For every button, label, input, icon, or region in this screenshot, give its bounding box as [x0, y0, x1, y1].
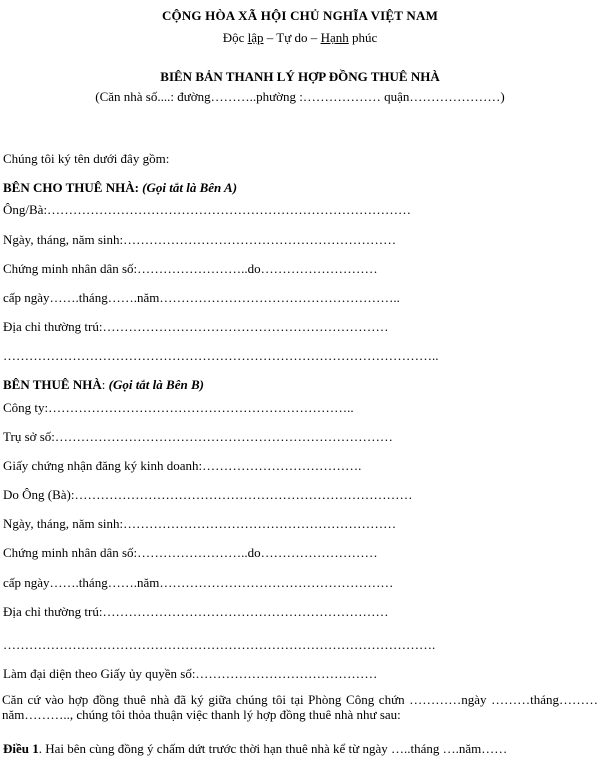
- intro-line: Chúng tôi ký tên dưới đây gồm:: [3, 151, 170, 166]
- article-1-line: [3, 742, 507, 757]
- party-b-birth-line: Ngày, tháng, năm sinh:………………………………………………………: [3, 516, 397, 531]
- document-subtitle: (Căn nhà số....: đường………..phường :……………… quận…………………): [95, 89, 505, 104]
- party-b-representative-line: Do Ông (Bà):……………………………………………………………………: [3, 487, 413, 502]
- document-title: BIÊN BẢN THANH LÝ HỢP ĐỒNG THUÊ NHÀ: [160, 69, 440, 84]
- motto-hanh: Hạnh: [320, 30, 349, 45]
- party-a-name-line: Ông/Bà:…………………………………………………………………………: [3, 202, 412, 217]
- party-b-office-line: Trụ sở số:……………………………………………………………………: [3, 429, 393, 444]
- party-a-birth-line: Ngày, tháng, năm sinh:………………………………………………………: [3, 232, 397, 247]
- party-a-heading: [3, 181, 237, 196]
- party-b-license-line: Giấy chứng nhận đăng ký kinh doanh:……………………………….: [3, 458, 362, 473]
- party-b-heading-colon: :: [101, 377, 109, 392]
- party-b-company-line: Công ty:……………………………………………………………..: [3, 400, 354, 415]
- party-b-heading: [3, 378, 204, 393]
- party-a-issue-date-line: cấp ngày…….tháng…….năm………………………………………………..: [3, 290, 400, 305]
- party-a-id-line: Chứng minh nhân dân số:……………………..do………………………: [3, 261, 378, 276]
- party-b-heading-note: (Gọi tắt là Bên B): [108, 377, 204, 392]
- motto-prefix: Độc: [222, 30, 248, 45]
- party-b-heading-label: BÊN THUÊ NHÀ: [3, 377, 102, 392]
- party-b-address-line: Địa chỉ thường trú:…………………………………………………………: [3, 604, 389, 619]
- motto-mid: – Tự do –: [263, 30, 321, 45]
- country-heading: CỘNG HÒA XÃ HỘI CHỦ NGHĨA VIỆT NAM: [161, 8, 439, 23]
- party-b-issue-date-line: cấp ngày…….tháng…….năm………………………………………………: [3, 575, 394, 590]
- party-a-address-continued-line: ………………………………………………………………………………………..: [3, 348, 439, 363]
- party-a-heading-label: BÊN CHO THUÊ NHÀ:: [3, 180, 139, 195]
- party-b-address-continued-line: ……………………………………………………………………………………….: [3, 637, 436, 652]
- article-1-label: Điều 1: [3, 741, 39, 756]
- party-a-address-line: Địa chỉ thường trú:…………………………………………………………: [3, 319, 389, 334]
- contract-basis-paragraph: Căn cứ vào hợp đồng thuê nhà đã ký giữa chúng tôi tại Phòng Công chứn …………ngày ………tháng………năm……….., chúng tôi thỏa thuận việc thanh lý hợp đồng thuê nhà như sau:: [2, 692, 598, 722]
- national-motto: [0, 31, 600, 46]
- party-a-heading-note: (Gọi tắt là Bên A): [138, 180, 238, 195]
- article-1-text: . Hai bên cùng đồng ý chấm dứt trước thời hạn thuê nhà kể từ ngày …..tháng ….năm……: [38, 741, 508, 756]
- party-b-authorization-line: Làm đại diện theo Giấy ủy quyền số:……………………………………: [3, 666, 378, 681]
- party-b-id-line: Chứng minh nhân dân số:……………………..do………………………: [3, 545, 378, 560]
- motto-suffix: phúc: [348, 30, 378, 45]
- motto-lap: lập: [247, 30, 264, 45]
